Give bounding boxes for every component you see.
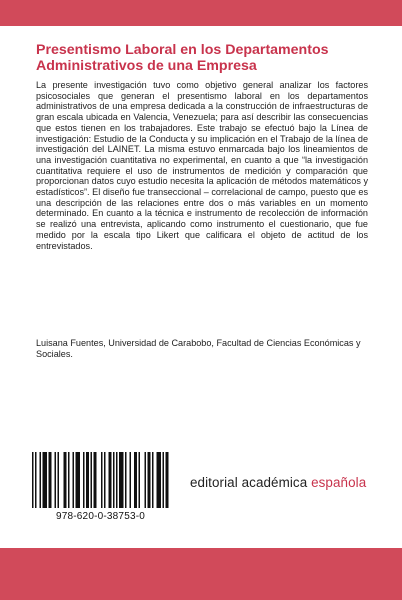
publisher-name-accent: española [311,475,367,490]
author-info: Luisana Fuentes, Universidad de Carabobo, Facultad de Ciencias Económicas y Sociales. [36,338,361,359]
abstract-text: La presente investigación tuvo como objetivo general analizar los factores psicosociales que generan el presentismo laboral en los departamentos administrativos de una empresa dedicada a la construcción de infraestructuras de gran escala ubicada en Valencia, Venezuela; para así describir las consecuencias que estos tienen en los trabajadores. Este trabajo se efectuó bajo la Línea de investigación: Estudio de la Conducta y su implicación en el Trabajo de la línea de investigación del LAINET. La misma estuvo enmarcada bajo los lineamientos de una investigación cuantitativa no experimental, en cuanto a que “la investigación cuantitativa requiere el uso de instrumentos de medición y comparación que proporcionan datos cuyo estudio necesita la aplicación de métodos matemáticos y estadísticos”. El diseño fue transeccional – correlacional de campo, puesto que es una descripción de las relaciones entre dos o más variables en un momento determinado. En cuanto a la técnica e instrumento de recolección de información se realizó una entrevista, aplicando como instrumento el cuestionario, que fue medido por la escala tipo Likert que calificara el objeto de actitud de los entrevistados. [36,80,368,251]
isbn-number: 978-620-0-38753-0 [55,511,146,522]
publisher-name-main: editorial académica [190,475,312,490]
barcode [30,452,171,530]
barcode-bars [30,452,171,510]
book-title: Presentismo Laboral en los Departamentos Administrativos de una Empresa [36,42,329,74]
top-color-band [0,0,402,26]
bottom-color-band [0,548,402,600]
publisher-logo [190,475,390,490]
